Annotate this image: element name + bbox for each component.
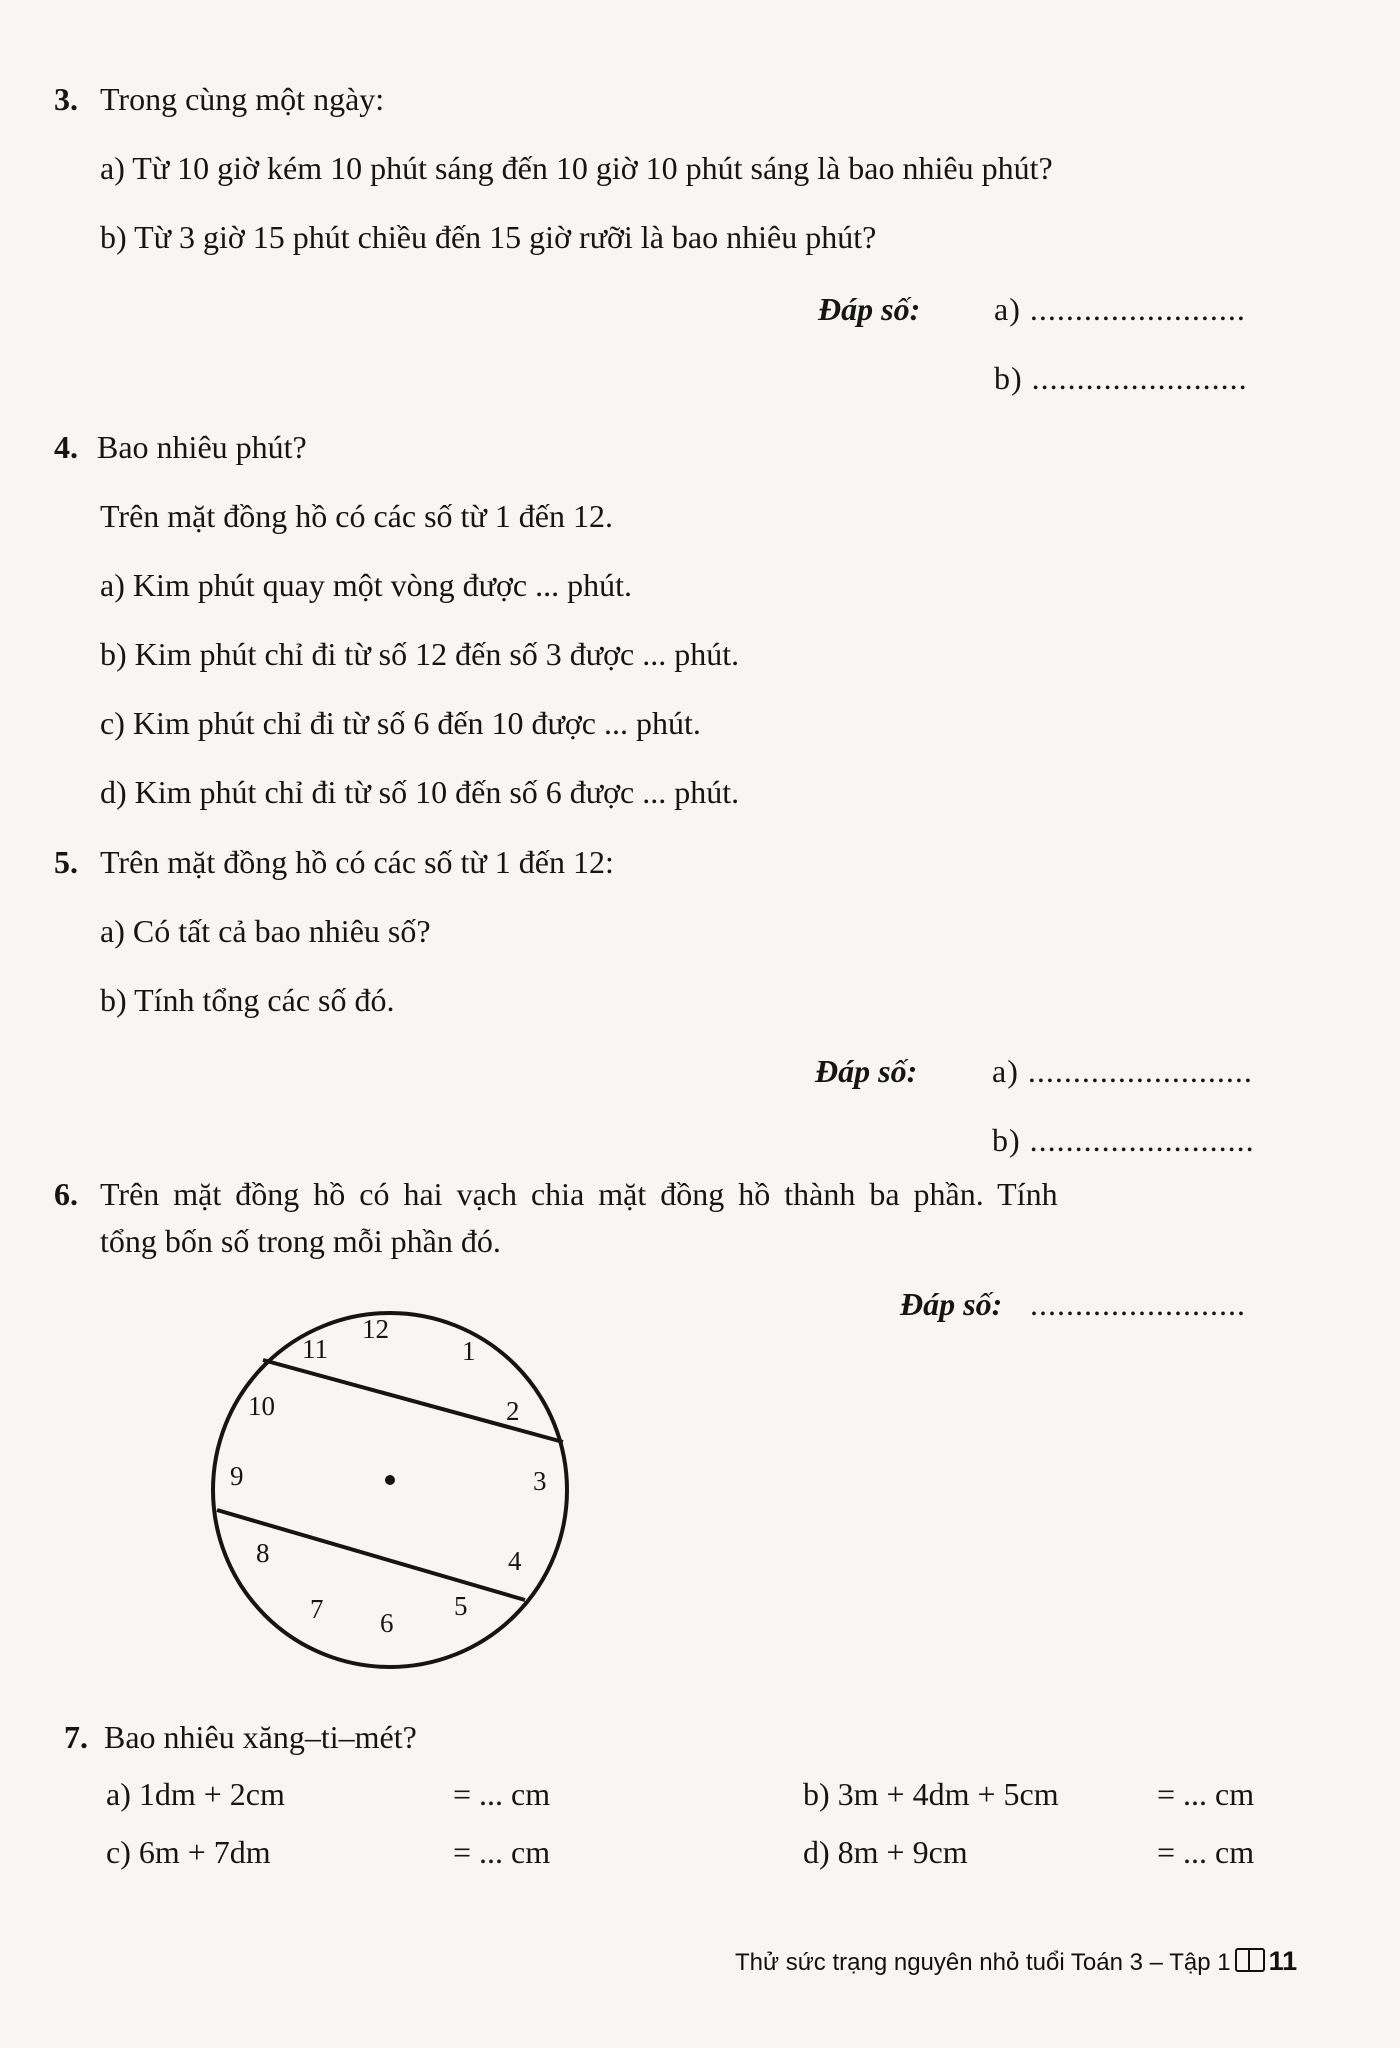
clock-diagram	[190, 1290, 590, 1690]
q7-b-result: = ... cm	[1157, 1776, 1255, 1812]
q3-part-b: b) Từ 3 giờ 15 phút chiều đến 15 giờ rưỡi là bao nhiêu phút?	[100, 219, 877, 255]
clock-number-9: 9	[230, 1461, 244, 1491]
q6-line2: tổng bốn số trong mỗi phần đó.	[100, 1223, 501, 1259]
clock-number-4: 4	[508, 1546, 522, 1576]
clock-center-dot	[385, 1475, 395, 1485]
q5-part-a: a) Có tất cả bao nhiêu số?	[100, 913, 431, 949]
q5-answer-a: a) .........................	[992, 1053, 1253, 1089]
q7-b-expression: b) 3m + 4dm + 5cm	[803, 1776, 1059, 1812]
q7-a-expression: a) 1dm + 2cm	[106, 1776, 285, 1812]
q7-c-result: = ... cm	[453, 1834, 551, 1870]
q3-number: 3.	[54, 81, 78, 117]
q7-title: Bao nhiêu xăng–ti–mét?	[104, 1719, 417, 1755]
q5-answer-b: b) .........................	[992, 1122, 1255, 1158]
q4-intro: Trên mặt đồng hồ có các số từ 1 đến 12.	[100, 498, 613, 534]
clock-number-7: 7	[310, 1594, 324, 1624]
clock-number-11: 11	[302, 1334, 328, 1364]
q5-title: Trên mặt đồng hồ có các số từ 1 đến 12:	[100, 844, 614, 880]
q7-d-result: = ... cm	[1157, 1834, 1255, 1870]
q3-answer-a: a) ........................	[994, 291, 1246, 327]
q4-number: 4.	[54, 429, 78, 465]
clock-number-3: 3	[533, 1466, 547, 1496]
q6-line1: Trên mặt đồng hồ có hai vạch chia mặt đồng hồ thành ba phần. Tính	[100, 1176, 1058, 1212]
q3-title: Trong cùng một ngày:	[100, 81, 385, 117]
q4-part-c: c) Kim phút chỉ đi từ số 6 đến 10 được ... phút.	[100, 705, 701, 741]
q5-part-b: b) Tính tổng các số đó.	[100, 982, 395, 1018]
q5-number: 5.	[54, 844, 78, 880]
q6-answer-label: Đáp số:	[900, 1286, 1003, 1322]
q6-number: 6.	[54, 1176, 78, 1212]
q3-answer-b: b) ........................	[994, 360, 1248, 396]
q3-answer-label: Đáp số:	[818, 291, 921, 327]
page-footer	[735, 1945, 1297, 1978]
clock-number-1: 1	[462, 1336, 476, 1366]
clock-number-5: 5	[454, 1591, 468, 1621]
clock-number-2: 2	[506, 1396, 520, 1426]
q4-title: Bao nhiêu phút?	[97, 429, 307, 465]
book-icon	[1235, 1948, 1265, 1972]
page-number: 11	[1268, 1946, 1298, 1976]
footer-book-title: Thử sức trạng nguyên nhỏ tuổi Toán 3 – Tập 1	[735, 1949, 1231, 1976]
clock-number-6: 6	[380, 1608, 394, 1638]
q7-a-result: = ... cm	[453, 1776, 551, 1812]
q7-number: 7.	[64, 1719, 88, 1755]
q6-answer-dots: ........................	[1030, 1286, 1246, 1322]
q5-answer-label: Đáp số:	[815, 1053, 918, 1089]
q3-part-a: a) Từ 10 giờ kém 10 phút sáng đến 10 giờ 10 phút sáng là bao nhiêu phút?	[100, 150, 1053, 186]
clock-number-12: 12	[362, 1314, 389, 1344]
q7-d-expression: d) 8m + 9cm	[803, 1834, 968, 1870]
q4-part-d: d) Kim phút chỉ đi từ số 10 đến số 6 được ... phút.	[100, 774, 740, 810]
q7-c-expression: c) 6m + 7dm	[106, 1834, 271, 1870]
q4-part-a: a) Kim phút quay một vòng được ... phút.	[100, 567, 632, 603]
clock-number-10: 10	[248, 1391, 275, 1421]
clock-number-8: 8	[256, 1538, 270, 1568]
q4-part-b: b) Kim phút chỉ đi từ số 12 đến số 3 được ... phút.	[100, 636, 740, 672]
